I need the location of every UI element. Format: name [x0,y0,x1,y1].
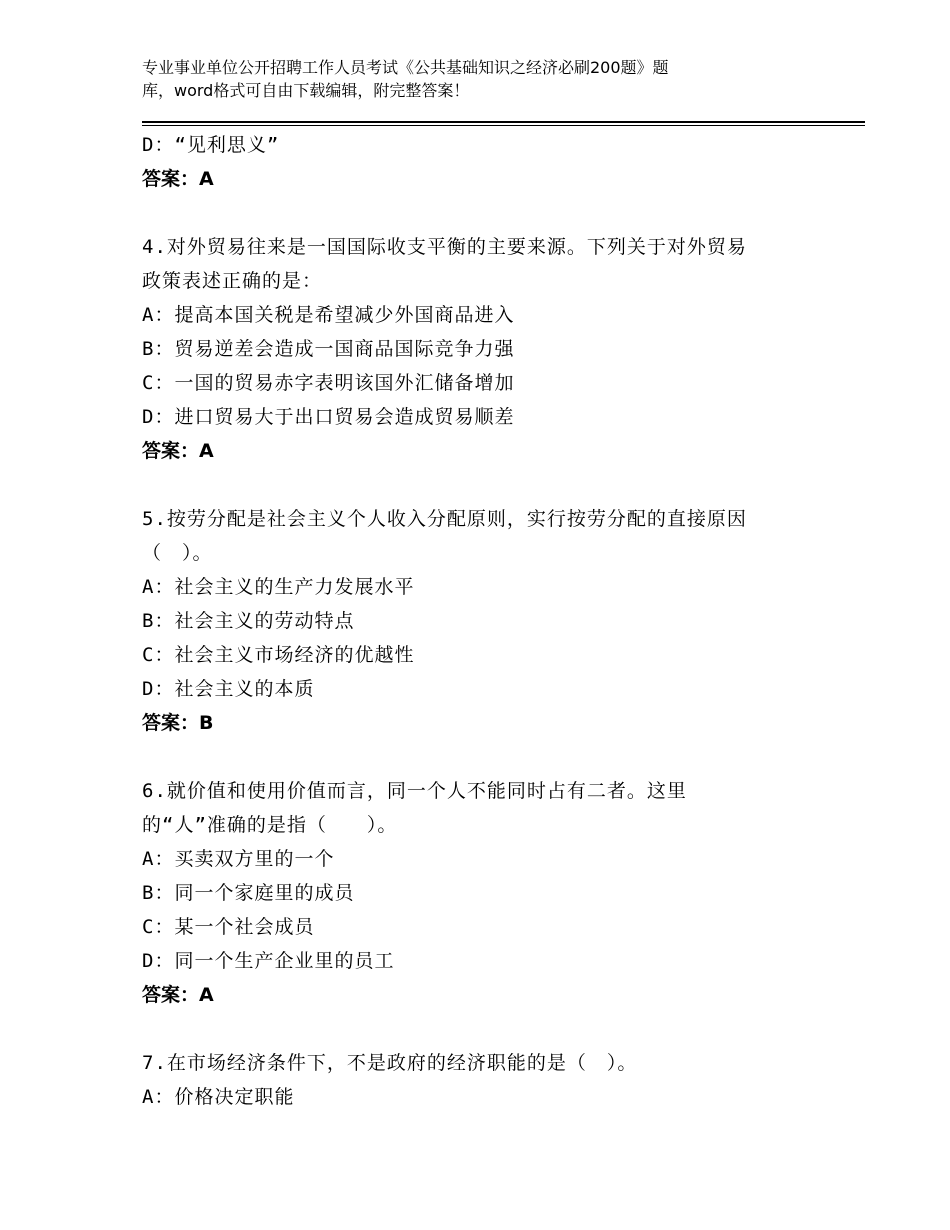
option-b: B：同一个家庭里的成员 [142,882,355,904]
question-text: 政策表述正确的是： [142,270,323,292]
question-block-6 [142,774,842,1012]
option-b: B：贸易逆差会造成一国商品国际竞争力强 [142,338,515,360]
question-list [142,128,842,1114]
question-block-7 [142,1046,842,1114]
question-block-5 [142,502,842,740]
question-text: 4.对外贸易往来是一国国际收支平衡的主要来源。下列关于对外贸易 [142,236,747,258]
question-text: 6.就价值和使用价值而言，同一个人不能同时占有二者。这里 [142,780,687,802]
option-c: C：一国的贸易赤字表明该国外汇储备增加 [142,372,515,394]
option-d: D：社会主义的本质 [142,678,315,700]
question-text: 5.按劳分配是社会主义个人收入分配原则，实行按劳分配的直接原因 [142,508,747,530]
spacer [142,1012,842,1046]
option-a: A：买卖双方里的一个 [142,848,335,870]
page-header [142,56,782,102]
question-block-4 [142,230,842,468]
header-rule-thick [142,121,865,123]
option-d: D：“见利思义” [142,134,280,156]
spacer [142,196,842,230]
spacer [142,740,842,774]
option-c: C：社会主义市场经济的优越性 [142,644,415,666]
option-a: A：社会主义的生产力发展水平 [142,576,415,598]
question-text: 的“人”准确的是指（ ）。 [142,814,398,836]
option-b: B：社会主义的劳动特点 [142,610,355,632]
answer-line: 答案：A [142,440,214,462]
question-text: （ ）。 [142,542,213,564]
answer-line: 答案：A [142,984,214,1006]
answer-line: 答案：A [142,168,214,190]
answer-line: 答案：B [142,712,214,734]
option-a: A：价格决定职能 [142,1086,295,1108]
option-d: D：同一个生产企业里的员工 [142,950,395,972]
option-a: A：提高本国关税是希望减少外国商品进入 [142,304,515,326]
header-title-line-1: 专业事业单位公开招聘工作人员考试《公共基础知识之经济必刷200题》题 [142,58,669,77]
option-c: C：某一个社会成员 [142,916,315,938]
header-rule-thin [142,125,865,126]
question-block-3 [142,128,842,196]
header-title-line-2: 库，word格式可自由下载编辑，附完整答案！ [142,81,470,100]
option-d: D：进口贸易大于出口贸易会造成贸易顺差 [142,406,515,428]
question-text: 7.在市场经济条件下，不是政府的经济职能的是（ ）。 [142,1052,638,1074]
spacer [142,468,842,502]
